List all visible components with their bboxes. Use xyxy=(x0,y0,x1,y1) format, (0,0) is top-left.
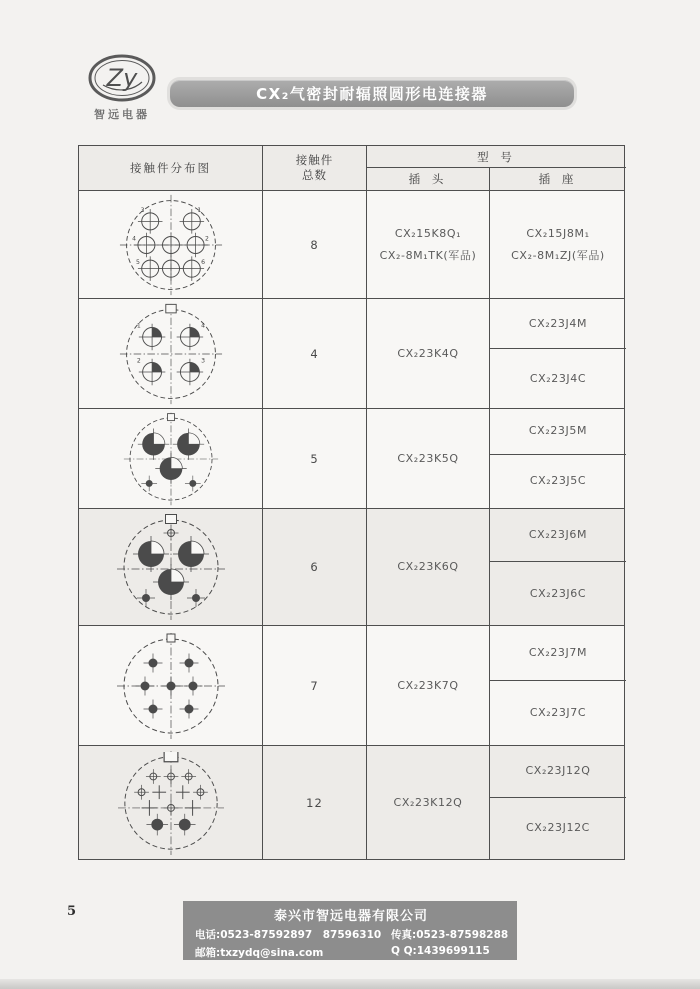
socket-model-m-cell xyxy=(490,746,626,798)
socket-model-c: CX₂23J12C xyxy=(526,821,590,835)
plug-model-cell xyxy=(367,509,490,625)
svg-text:4: 4 xyxy=(200,322,205,330)
pin-diagram-cell xyxy=(79,626,263,745)
pin-diagram-cell xyxy=(79,409,263,508)
socket-model-c: CX₂23J7C xyxy=(529,705,587,719)
socket-model-m: CX₂23J4M xyxy=(528,316,588,330)
footer-fax: 传真:0523-87598288 xyxy=(391,929,509,941)
page-number: 5 xyxy=(67,904,77,919)
svg-text:3: 3 xyxy=(200,357,205,365)
plug-model: CX₂23K5Q xyxy=(397,451,459,465)
plug-model-cell xyxy=(367,626,490,745)
socket-model-m: CX₂23J7M xyxy=(528,645,588,659)
pin-diagram-12-icon xyxy=(101,749,241,857)
socket-model-m-cell xyxy=(490,409,626,455)
socket-model-cell xyxy=(490,746,626,859)
table-header xyxy=(79,146,624,191)
pin-diagram-cell xyxy=(79,746,263,859)
svg-text:1: 1 xyxy=(196,206,201,214)
pin-diagram-7-icon xyxy=(101,630,241,742)
header-plug: 插 头 xyxy=(367,168,490,190)
plug-model-cell xyxy=(367,409,490,508)
pin-diagram-4-icon xyxy=(103,302,239,406)
footer-phone: 电话:0523-87592897 87596310 xyxy=(195,929,382,941)
socket-model-c-cell xyxy=(490,455,626,508)
footer-company-name: 泰兴市智远电器有限公司 xyxy=(273,909,428,924)
plug-model-military: CX₂-8M₁TK(军品) xyxy=(379,248,477,262)
page-bottom-edge xyxy=(0,979,700,989)
svg-text:Zy: Zy xyxy=(106,64,138,92)
table-row-5pin xyxy=(79,409,624,509)
pin-diagram-8-icon xyxy=(103,193,239,297)
plug-model-cell xyxy=(367,746,490,859)
table-row-8pin xyxy=(79,191,624,299)
contact-count: 7 xyxy=(263,626,367,745)
socket-model-c-cell xyxy=(490,681,626,745)
plug-model: CX₂15K8Q₁ xyxy=(394,226,462,240)
socket-model-m: CX₂23J6M xyxy=(528,528,588,542)
contact-count: 8 xyxy=(263,191,367,298)
pin-diagram-cell xyxy=(79,299,263,408)
header-contact-count-line1: 接触件 xyxy=(295,153,334,167)
svg-text:1: 1 xyxy=(136,322,141,330)
footer-email: 邮箱:txzydq@sina.com xyxy=(195,947,324,959)
footer-contact-bar xyxy=(183,901,517,960)
socket-model: CX₂15J8M₁ xyxy=(526,226,590,240)
pin-diagram-cell xyxy=(79,509,263,625)
header-diagram: 接触件分布图 xyxy=(79,146,263,190)
socket-model-m-cell xyxy=(490,626,626,681)
socket-model-military: CX₂-8M₁ZJ(军品) xyxy=(511,248,605,262)
socket-model-m: CX₂23J12Q xyxy=(525,764,591,778)
socket-model-m: CX₂23J5M xyxy=(528,424,588,438)
svg-text:5: 5 xyxy=(135,258,140,266)
svg-text:2: 2 xyxy=(204,234,209,242)
header-model-group xyxy=(367,146,626,190)
logo-oval-icon xyxy=(87,54,157,104)
footer-qq: Q Q:1439699115 xyxy=(391,945,490,957)
contact-count: 4 xyxy=(263,299,367,408)
page-title: CX₂气密封耐辐照圆形电连接器 xyxy=(256,85,488,103)
pin-diagram-cell xyxy=(79,191,263,298)
socket-model-c-cell xyxy=(490,349,626,408)
socket-model-c: CX₂23J4C xyxy=(529,371,587,385)
socket-model-m-cell xyxy=(490,509,626,562)
socket-model-m-cell xyxy=(490,299,626,349)
svg-text:4: 4 xyxy=(131,234,136,242)
plug-model: CX₂23K4Q xyxy=(397,346,459,360)
socket-model-c: CX₂23J6C xyxy=(529,586,587,600)
header-plug-socket xyxy=(367,168,626,190)
socket-models xyxy=(490,191,626,298)
table-row-6pin xyxy=(79,509,624,626)
header-contact-count-line2: 总数 xyxy=(302,168,327,182)
header-model: 型 号 xyxy=(367,146,626,168)
table-row-7pin xyxy=(79,626,624,746)
socket-model-cell xyxy=(490,191,626,298)
plug-model: CX₂23K12Q xyxy=(393,795,463,809)
socket-model-cell xyxy=(490,509,626,625)
pin-diagram-6-icon xyxy=(101,512,241,622)
socket-model-cell xyxy=(490,299,626,408)
socket-model-c-cell xyxy=(490,562,626,625)
company-logo xyxy=(84,54,160,122)
svg-text:3: 3 xyxy=(140,206,145,214)
svg-text:2: 2 xyxy=(136,357,141,365)
plug-model: CX₂23K6Q xyxy=(397,560,459,573)
socket-model-cell xyxy=(490,626,626,745)
plug-model-cell xyxy=(367,299,490,408)
plug-model-cell xyxy=(367,191,490,298)
contact-count: 6 xyxy=(263,509,367,625)
contact-count: 5 xyxy=(263,409,367,508)
contact-count: 12 xyxy=(263,746,367,859)
footer-email-qq-line xyxy=(195,945,507,960)
logo-subtitle: 智远电器 xyxy=(94,108,150,121)
plug-model: CX₂23K7Q xyxy=(397,678,459,692)
socket-model-c: CX₂23J5C xyxy=(529,474,587,488)
connector-model-table xyxy=(78,145,625,860)
socket-model-cell xyxy=(490,409,626,508)
header-socket: 插 座 xyxy=(538,172,578,186)
table-row-12pin xyxy=(79,746,624,859)
socket-model-c-cell xyxy=(490,798,626,859)
footer-phone-fax-line xyxy=(195,927,507,942)
page-title-banner xyxy=(170,80,574,107)
pin-diagram-5-icon xyxy=(106,411,236,507)
svg-text:6: 6 xyxy=(200,258,205,266)
table-row-4pin xyxy=(79,299,624,409)
header-contact-count xyxy=(263,146,367,190)
